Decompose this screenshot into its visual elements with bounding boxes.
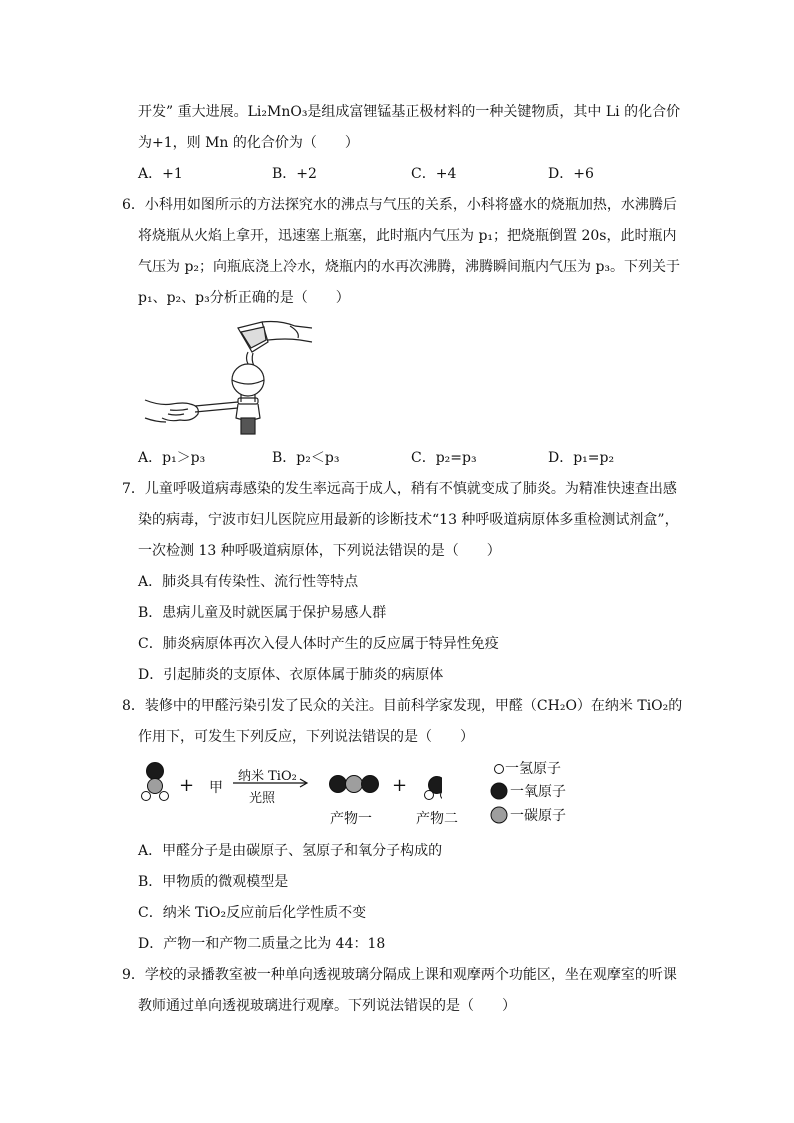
- q9-text-line2: 教师通过单向透视玻璃进行观摩。下列说法错误的是（ ）: [138, 998, 516, 1014]
- q7-text-line1: 7．儿童呼吸道病毒感染的发生率远高于成人，稍有不慎就变成了肺炎。为精准快速查出感: [122, 481, 677, 497]
- q6-text-line1: 6．小科用如图所示的方法探究水的沸点与气压的关系，小科将盛水的烧瓶加热，水沸腾后: [122, 197, 677, 213]
- q5-option-c: C．+4: [411, 166, 457, 182]
- q9-text-line1: 9．学校的录播教室被一种单向透视玻璃分隔成上课和观摩两个功能区，坐在观摩室的听课: [122, 967, 677, 983]
- q7-option-d: D．引起肺炎的支原体、衣原体属于肺炎的病原体: [138, 667, 444, 683]
- q6-text-line3: 气压为 p₂；向瓶底浇上冷水，烧瓶内的水再次沸腾，沸腾瞬间瓶内气压为 p₃。下列关于: [138, 259, 681, 275]
- q8-option-a: A．甲醛分子是由碳原子、氢原子和氧分子构成的: [138, 843, 443, 859]
- q5-option-b: B．+2: [272, 166, 317, 182]
- q5-text-line1: 开发” 重大进展。Li₂MnO₃是组成富锂锰基正极材料的一种关键物质，其中 Li 的化合价: [138, 104, 681, 120]
- oxygen-atom-icon: [491, 783, 507, 799]
- q6-option-b: B．p₂＜p₃: [272, 450, 340, 466]
- q7-option-b: B．患病儿童及时就医属于保护易感人群: [138, 605, 387, 621]
- product-two-molecule: [425, 777, 443, 800]
- q8-text-line2: 作用下，可发生下列反应，下列说法错误的是（ ）: [138, 729, 474, 745]
- flask-experiment-figure: [140, 318, 320, 440]
- product-one-label: 产物一: [330, 811, 372, 827]
- product-one-molecule: [330, 776, 379, 793]
- legend-carbon: 一碳原子: [510, 808, 566, 824]
- reaction-condition-top: 纳米 TiO₂: [238, 769, 297, 784]
- plus-sign-1: +: [179, 775, 195, 796]
- q6-text-line4: p₁、p₂、p₃分析正确的是（ ）: [138, 290, 350, 306]
- q7-text-line2: 染的病毒，宁波市妇儿医院应用最新的诊断技术“13 种呼吸道病原体多重检测试剂盒”，: [138, 512, 679, 528]
- q8-option-b: B．甲物质的微观模型是: [138, 874, 289, 890]
- q6-option-a: A．p₁＞p₃: [138, 450, 206, 466]
- q6-option-c: C．p₂=p₃: [411, 450, 477, 466]
- q6-text-line2: 将烧瓶从火焰上拿开，迅速塞上瓶塞，此时瓶内气压为 p₁；把烧瓶倒置 20s，此时瓶内: [138, 228, 677, 244]
- q5-option-a: A．+1: [138, 166, 183, 182]
- legend-oxygen: 一氧原子: [510, 784, 566, 800]
- q7-text-line3: 一次检测 13 种呼吸道病原体，下列说法错误的是（ ）: [138, 543, 501, 559]
- reaction-condition-bottom: 光照: [249, 791, 276, 806]
- formaldehyde-molecule: [142, 763, 169, 801]
- carbon-atom-icon: [491, 807, 507, 823]
- legend-hydrogen: 一氢原子: [505, 761, 561, 777]
- q6-option-d: D．p₁=p₂: [548, 450, 615, 466]
- q5-option-d: D．+6: [548, 166, 594, 182]
- q7-option-a: A．肺炎具有传染性、流行性等特点: [138, 574, 359, 590]
- q8-option-c: C．纳米 TiO₂反应前后化学性质不变: [138, 905, 367, 921]
- q7-option-c: C．肺炎病原体再次入侵人体时产生的反应属于特异性免疫: [138, 636, 499, 652]
- hydrogen-atom-icon: [495, 765, 504, 774]
- q8-text-line1: 8．装修中的甲醛污染引发了民众的关注。目前科学家发现，甲醛（CH₂O）在纳米 TiO₂的: [122, 698, 683, 714]
- q8-option-d: D．产物一和产物二质量之比为 44：18: [138, 936, 386, 952]
- q5-text-line2: 为+1，则 Mn 的化合价为（ ）: [138, 135, 359, 151]
- product-two-label: 产物二: [416, 811, 458, 827]
- plus-sign-2: +: [392, 775, 408, 796]
- reactant-label: 甲: [209, 780, 223, 796]
